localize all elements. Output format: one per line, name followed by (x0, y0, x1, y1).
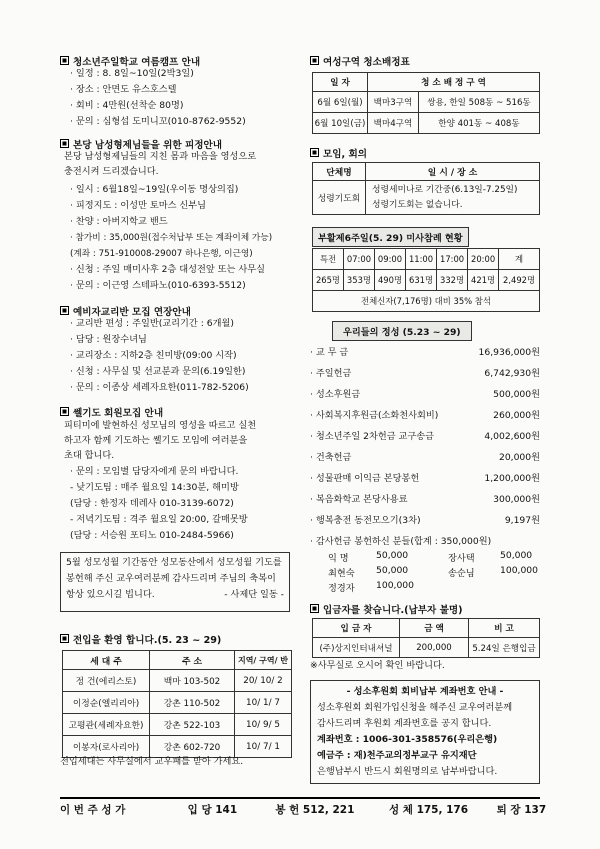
depositor-name: (주)상지인터내셔널 (313, 638, 400, 658)
table-row (63, 736, 292, 758)
donor-amount: 100,000 (500, 565, 538, 576)
retreat-line: · 일시 : 6월18일~19일(우이동 명상의집) (70, 184, 239, 195)
mass-header: 20:00 (468, 249, 499, 270)
newcomers-header: 세 대 주 (63, 651, 150, 670)
table-row (313, 113, 540, 134)
camp-line: · 문의 : 심형섭 도미니꼬(010-8762-9552) (70, 116, 246, 127)
offering-amount: 20,000원 (498, 452, 540, 463)
offering-amount: 6,742,930원 (484, 368, 540, 379)
newcomer-name: 이정순(엘리리아) (63, 692, 150, 714)
donor-amount: 100,000 (376, 580, 414, 591)
square-bullet-icon (310, 56, 319, 65)
newcomer-address: 강촌 522-103 (150, 714, 235, 736)
mass-count: 353명 (343, 270, 374, 291)
mass-attendance-title: 부활제6주일(5. 29) 미사참례 현황 (312, 227, 469, 247)
mass-summary: 전체신자(7,176명) 대비 35% 참석 (313, 291, 540, 312)
mass-attendance-table (312, 248, 540, 312)
mass-count: 2,492명 (499, 270, 540, 291)
offering-name: · 행복충전 동전모으기(3차) (310, 515, 421, 526)
retreat-intro: 충전시켜 드리겠습니다. (64, 166, 159, 177)
meetings-title: 모임, 회의 (310, 146, 367, 160)
mass-header: 특전 (313, 249, 344, 270)
vocation-box (310, 680, 540, 784)
cell-title: 쎌기도 회원모집 안내 (60, 405, 163, 419)
table-row (63, 670, 292, 692)
table-row (313, 92, 540, 113)
cell-line: - 저녁기도팀 : 격주 월요일 20:00, 갈매못방 (70, 514, 248, 525)
retreat-line: · 신청 : 주일 매미사후 2층 대성전앞 또는 사무실 (70, 264, 265, 275)
cleaning-area: 쌍용, 한일 508동 ~ 516동 (419, 92, 540, 113)
square-bullet-icon (60, 139, 69, 148)
camp-line: · 장소 : 안면도 유스호스텔 (70, 84, 177, 95)
vocation-footer: 은행납부시 반드시 회원명의로 납부바랍니다. (317, 766, 498, 777)
donor-amount: 50,000 (376, 565, 409, 576)
offering-name: · 사회복지후원금(소화천사회비) (310, 410, 439, 421)
offering-name: · 청소년주일 2차헌금 교구송금 (310, 431, 435, 442)
retreat-line: · 문의 : 이근영 스테파노(010-6393-5512) (70, 280, 246, 291)
donor-name: 장사택 (448, 553, 475, 564)
catechism-line: · 담당 : 원장수녀님 (70, 334, 147, 345)
offering-name: · 성소후원금 (310, 389, 361, 400)
thanks-line: 항상 있으시길 빕니다. (66, 589, 155, 600)
hymn-communion: 성 체 175, 176 (388, 804, 469, 816)
mass-header: 09:00 (374, 249, 405, 270)
newcomers-header: 지역/ 구역/ 반 (235, 651, 292, 670)
table-row (313, 181, 540, 215)
offering-amount: 260,000원 (493, 410, 540, 421)
square-bullet-icon (310, 604, 319, 613)
vocation-account: 계좌번호 : 1006-301-358576(우리은행) (317, 734, 498, 745)
table-row (63, 714, 292, 736)
newcomers-note: 전입세대는 사무실에서 교우패를 받아 가세요. (60, 756, 244, 767)
mass-header: 11:00 (406, 249, 437, 270)
cell-line: - 낮기도팀 : 매주 월요일 14:30분, 해미방 (70, 482, 239, 493)
cleaning-header: 일 자 (313, 73, 368, 92)
depositor-title: 입금자를 찾습니다.(납부자 불명) (310, 602, 463, 616)
catechism-line: · 신청 : 사무실 및 선교분과 문의(6.19일한) (70, 366, 246, 377)
catechism-line: · 교리반 편성 : 주일반(교리기간 : 6개월) (70, 318, 234, 329)
mass-count: 631명 (406, 270, 437, 291)
depositor-note: ※사무실로 오시어 확인 바랍니다. (310, 660, 445, 671)
meetings-header: 단체명 (313, 163, 366, 181)
thanks-line: 봉헌해 주신 교우여러분께 감사드리며 주님의 축복이 (66, 573, 276, 584)
newcomers-table (62, 650, 292, 758)
retreat-line: · 피정지도 : 이성만 토마스 신부님 (70, 200, 206, 211)
cell-line: (담당 : 서승원 포티노 010-2484-5966) (70, 530, 234, 541)
cleaning-date: 6월 6일(월) (313, 92, 368, 113)
catechism-line: · 문의 : 이종상 세례자요한(011-782-5206) (70, 382, 249, 393)
depositor-remark: 5.24일 은행입금 (469, 638, 540, 658)
mass-header: 07:00 (343, 249, 374, 270)
newcomer-name: 고평관(세례자요한) (63, 714, 150, 736)
donor-name: 익 명 (328, 553, 349, 564)
donor-amount: 50,000 (376, 550, 409, 561)
offering-amount: 4,002,600원 (484, 431, 540, 442)
depositor-amount: 200,000 (400, 638, 469, 658)
newcomer-zone: 20/ 10/ 2 (235, 670, 292, 692)
donor-name: 정경자 (328, 583, 355, 594)
offering-name: · 감사헌금 봉헌하신 분들(합계 : 350,000원) (310, 536, 492, 547)
meeting-desc: 성령세미나로 기간중(6.13일-7.25일) (372, 184, 518, 195)
cleaning-title: 여성구역 청소배정표 (310, 54, 410, 68)
camp-line: · 일정 : 8. 8일~10일(2박3일) (70, 68, 194, 79)
cleaning-header: 청 소 배 정 구 역 (368, 73, 540, 92)
catechism-title: 예비자교리반 모집 연장안내 (60, 304, 191, 318)
newcomers-header: 주 소 (150, 651, 235, 670)
offering-amount: 1,200,000원 (484, 473, 540, 484)
retreat-line: (계좌 : 751-910008-29007 하나은행, 이근영) (70, 249, 253, 259)
vocation-line: 감사드리며 후원회 계좌번호를 공지 합니다. (317, 718, 492, 729)
square-bullet-icon (60, 306, 69, 315)
newcomer-zone: 10/ 9/ 5 (235, 714, 292, 736)
cleaning-date: 6월 10일(금) (313, 113, 368, 134)
newcomer-zone: 10/ 7/ 1 (235, 736, 292, 758)
depositor-table (312, 618, 540, 658)
newcomer-address: 강촌 602-720 (150, 736, 235, 758)
square-bullet-icon (60, 634, 69, 643)
camp-title: 청소년주일학교 여름캠프 안내 (60, 54, 200, 68)
offering-name: · 교 무 금 (310, 347, 349, 358)
offering-amount: 16,936,000원 (478, 347, 540, 358)
vocation-title: - 성소후원회 회비납부 계좌번호 안내 - (346, 686, 504, 697)
meetings-header: 일 시 / 장 소 (366, 163, 540, 181)
cell-line: · 문의 : 모임별 담당자에게 문의 바랍니다. (70, 466, 239, 477)
depositor-header: 입 금 자 (313, 619, 400, 638)
square-bullet-icon (60, 407, 69, 416)
thanks-line: 5월 성모성월 기간동안 성모동산에서 성모성월 기도를 (66, 557, 282, 568)
cell-intro: 피티미에 발현하신 성모님의 영성을 따르고 실천 (64, 420, 257, 431)
mass-count: 265명 (313, 270, 344, 291)
cleaning-zone: 백마4구역 (368, 113, 419, 134)
retreat-line: · 참가비 : 35,000원(접수처납부 또는 계좌이체 가능) (70, 233, 273, 243)
cleaning-table (312, 72, 540, 134)
table-row (313, 638, 540, 658)
offering-amount: 500,000원 (493, 389, 540, 400)
hymn-offertory: 봉 헌 512, 221 (275, 804, 355, 816)
mass-count: 490명 (374, 270, 405, 291)
mass-count: 421명 (468, 270, 499, 291)
mass-header: 계 (499, 249, 540, 270)
offering-name: · 건축헌금 (310, 452, 352, 463)
thanks-signature: - 사제단 일동 - (224, 589, 284, 600)
mass-count: 332명 (437, 270, 468, 291)
retreat-title: 본당 남성형제님들을 위한 피정안내 (60, 137, 222, 151)
cleaning-area: 한양 401동 ~ 408동 (419, 113, 540, 134)
cleaning-zone: 백마3구역 (368, 92, 419, 113)
cell-intro: 초대 합니다. (64, 450, 115, 461)
newcomer-name: 정 건(에리스토) (63, 670, 150, 692)
donor-list (328, 550, 540, 596)
donor-amount: 50,000 (500, 550, 533, 561)
camp-line: · 회비 : 4만원(선착순 80명) (70, 100, 184, 111)
vocation-line: 성소후원회 회원가입신청을 해주신 교우여러분께 (317, 702, 513, 713)
donor-name: 송순님 (448, 568, 475, 579)
square-bullet-icon (60, 56, 69, 65)
table-row (63, 692, 292, 714)
meeting-group: 성령기도회 (313, 181, 366, 215)
offering-name: · 성물판매 이익금 본당봉헌 (310, 473, 420, 484)
donor-name: 최현숙 (328, 568, 355, 579)
offering-amount: 9,197원 (504, 515, 540, 526)
hymn-label: 이 번 주 성 가 (60, 804, 126, 816)
offering-title: 우리들의 정성 (5.23 ~ 29) (332, 321, 472, 341)
hymn-footer (60, 797, 547, 817)
depositor-header: 비 고 (469, 619, 540, 638)
hymn-recessional: 퇴 장 137 (496, 804, 547, 816)
newcomer-name: 이봉자(로사리아) (63, 736, 150, 758)
meetings-table (312, 162, 540, 215)
retreat-line: · 찬양 : 아버지학교 밴드 (70, 216, 168, 227)
vocation-holder: 예금주 : 재)천주교의정부교구 유지재단 (317, 750, 477, 761)
thanks-box (60, 552, 290, 612)
catechism-line: · 교리장소 : 지하2층 친미방(09:00 시작) (70, 350, 237, 361)
newcomer-address: 강촌 110-502 (150, 692, 235, 714)
cell-line: (담당 : 한정자 데레사 010-3139-6072) (70, 498, 234, 509)
newcomers-title: 전입을 환영 합니다.(5. 23 ~ 29) (60, 632, 221, 646)
cell-intro: 하고자 함께 기도하는 쎌기도 모임에 여러분을 (64, 435, 248, 446)
offering-name: · 주일헌금 (310, 368, 352, 379)
hymn-entrance: 입 당 141 (187, 804, 238, 816)
square-bullet-icon (310, 148, 319, 157)
mass-header: 17:00 (437, 249, 468, 270)
newcomer-zone: 10/ 1/ 7 (235, 692, 292, 714)
offering-name: · 복음화학교 본당사용료 (310, 494, 408, 505)
retreat-intro: 본당 남성형제님들의 지친 몸과 마음을 영성으로 (64, 151, 257, 162)
offering-amount: 300,000원 (493, 494, 540, 505)
table-row (313, 270, 540, 291)
depositor-header: 금 액 (400, 619, 469, 638)
meeting-desc: 성령기도회는 없습니다. (372, 199, 463, 210)
newcomer-address: 백마 103-502 (150, 670, 235, 692)
